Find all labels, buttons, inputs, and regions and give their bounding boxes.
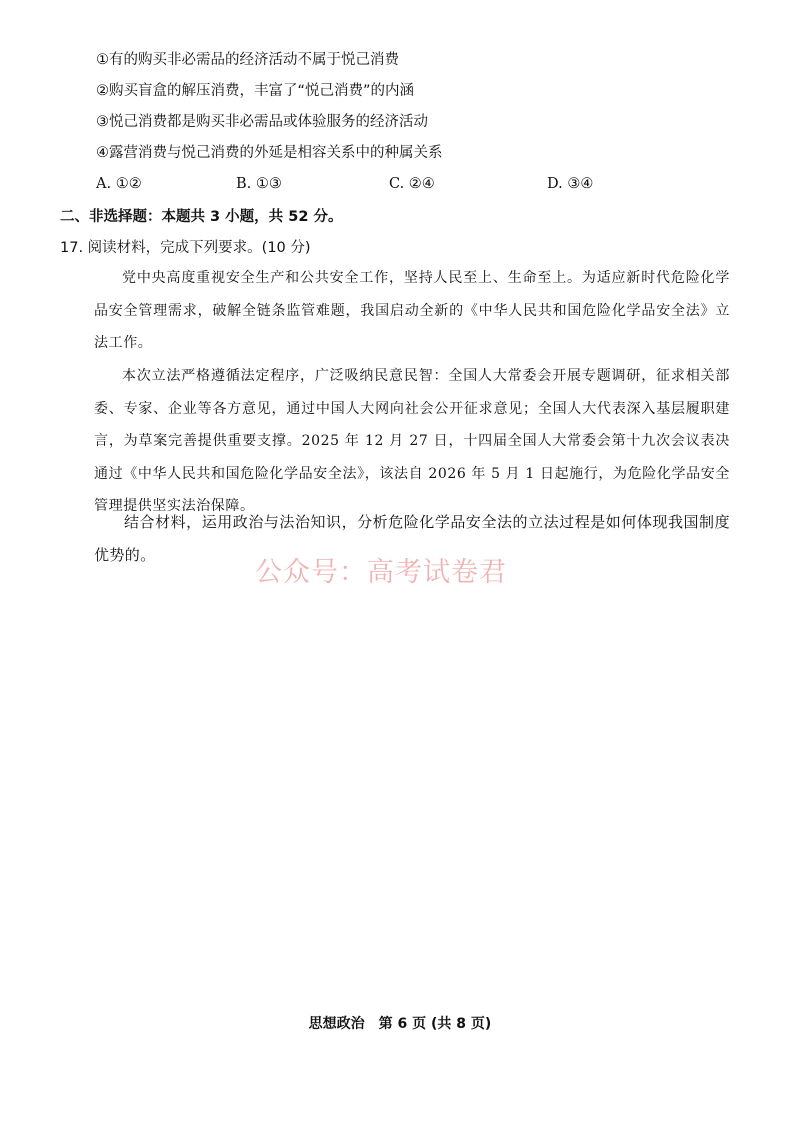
statement-1: ①有的购买非必需品的经济活动不属于悦己消费 <box>96 52 399 68</box>
statement-4: ④露营消费与悦己消费的外延是相容关系中的种属关系 <box>96 145 443 161</box>
page-footer: 思想政治 第 6 页 (共 8 页) <box>308 1016 492 1032</box>
question-prompt: 结合材料，运用政治与法治知识，分析危险化学品安全法的立法过程是如何体现我国制度优势的。 <box>94 513 730 564</box>
statement-3: ③悦己消费都是购买非必需品或体验服务的经济活动 <box>96 114 428 130</box>
material-paragraph-2: 本次立法严格遵循法定程序，广泛吸纳民意民智：全国人大常委会开展专题调研，征求相关部委、专家、企业等各方意见，通过中国人大网向社会公开征求意见；全国人大代表深入基层履职建言，为草案完善提供重要支撑。2025 年 12 月 27 日，十四届全国人大常委会第十九次会议表决通过《中华人民共和国危险化学品安全法》，该法自 2026 年 5 月 1 日起施行，为危险化学品安全管理提供坚实法治保障。 <box>94 368 730 514</box>
material-paragraph-1: 党中央高度重视安全生产和公共安全工作，坚持人民至上、生命至上。为适应新时代危险化学品安全管理需求，破解全链条监管难题，我国启动全新的《中华人民共和国危险化学品安全法》立法工作。 <box>94 270 730 351</box>
question-17-title: 17. 阅读材料，完成下列要求。(10 分) <box>60 240 311 256</box>
option-b: B. ①③ <box>236 176 282 192</box>
watermark: 公众号：高考试卷君 <box>255 557 507 588</box>
option-d: D. ③④ <box>547 176 594 192</box>
statement-2: ②购买盲盒的解压消费，丰富了“悦己消费”的内涵 <box>96 83 415 99</box>
option-a: A. ①② <box>96 176 142 192</box>
section-heading: 二、非选择题：本题共 3 小题，共 52 分。 <box>60 209 343 225</box>
option-c: C. ②④ <box>389 176 435 192</box>
